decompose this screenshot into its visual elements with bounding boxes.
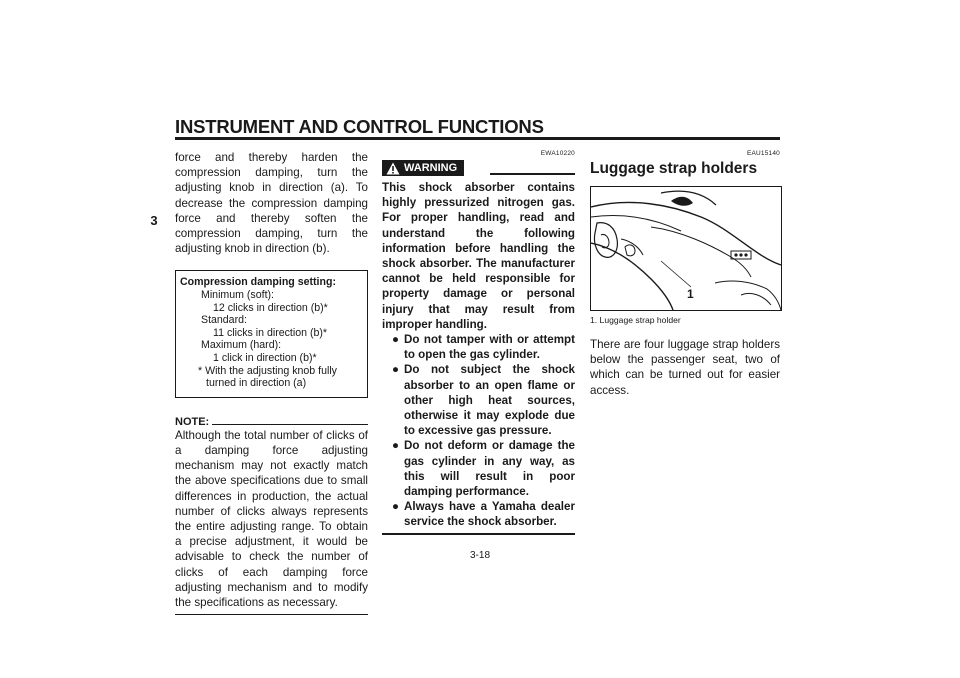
chapter-tab: 3 [150, 213, 158, 228]
list-item: ● Do not deform or damage the gas cylinder in any way, as this will result in poor damping performance. [392, 439, 575, 499]
luggage-strap-illustration-icon [591, 187, 781, 310]
bullet-dot-icon: ● [392, 500, 400, 514]
warning-bullet-list [382, 332, 575, 530]
spec-box [175, 270, 368, 397]
section-title: Luggage strap holders [590, 160, 758, 177]
list-item: ● Do not tamper with or attempt to open the gas cylinder. [392, 333, 575, 362]
warning-triangle-icon [386, 162, 400, 175]
intro-paragraph: force and thereby harden the compression damping, turn the adjusting knob in direction (a). To decrease the compression damping force and thereby soften the compression damping, turn the adjusting knob in direction (b). [175, 151, 368, 256]
page-header-title: INSTRUMENT AND CONTROL FUNCTIONS [175, 116, 544, 137]
list-item: ● Always have a Yamaha dealer service the shock absorber. [392, 500, 575, 529]
note-header [175, 416, 368, 428]
spec-min-label: Minimum (soft): [201, 289, 274, 302]
column-3 [590, 150, 780, 398]
note-end-rule [175, 614, 368, 615]
figure-caption: 1. Luggage strap holder [590, 315, 681, 325]
spec-footnote: * With the adjusting knob fully turned in direction (a) [198, 364, 337, 390]
bullet-dot-icon: ● [392, 439, 400, 453]
section-code: EAU15140 [746, 150, 780, 157]
note-rule [212, 424, 368, 425]
column-2 [382, 150, 575, 535]
list-item: ● Do not subject the shock absorber to an open flame or other high heat sources, otherwise it may explode due to excessive gas pressure. [392, 363, 575, 438]
warning-paragraph: This shock absorber contains highly pressurized nitrogen gas. For proper handling, read and understand the following information before handling the shock absorber. The manufacturer cannot be held responsible for property damage or personal injury that may result from improper handling. [382, 181, 575, 331]
header-rule [175, 137, 780, 140]
section-body: There are four luggage strap holders below the passenger seat, two of which can be turned out for easier access. [590, 338, 780, 397]
note-paragraph: Although the total number of clicks of a damping force adjusting mechanism may not exactly match the above specifications due to small differences in production, the actual number of clicks always represents the entire adjusting range. To obtain a precise adjustment, it would be advisable to check the number of clicks of each damping force adjusting mechanism and to modify the specifications as necessary. [175, 428, 368, 609]
note-label: NOTE: [175, 415, 210, 428]
column-1 [175, 150, 368, 615]
warning-code: EWA10220 [540, 150, 575, 157]
luggage-strap-figure [590, 186, 782, 311]
spec-max-label: Maximum (hard): [201, 339, 282, 352]
spec-std-label: Standard: [201, 314, 247, 327]
figure-callout-number: 1 [687, 287, 694, 301]
spec-box-title: Compression damping setting: [180, 276, 336, 289]
bullet-dot-icon: ● [392, 333, 400, 347]
warning-badge [382, 160, 464, 176]
warning-label: WARNING [404, 162, 458, 174]
bullet-dot-icon: ● [392, 363, 400, 377]
warning-end-rule [382, 533, 575, 535]
spec-max-value: 1 click in direction (b)* [213, 351, 317, 364]
warning-header [382, 160, 575, 176]
page-number: 3-18 [469, 550, 490, 561]
spec-min-value: 12 clicks in direction (b)* [213, 301, 328, 314]
warning-rule [490, 173, 575, 175]
spec-std-value: 11 clicks in direction (b)* [213, 326, 328, 339]
